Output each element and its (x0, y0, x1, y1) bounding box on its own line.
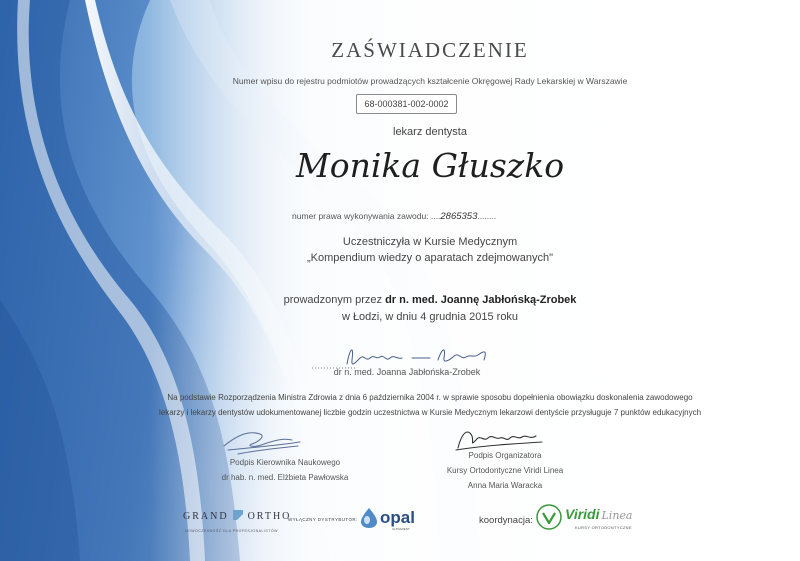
license-line (292, 211, 496, 222)
participation-line: Uczestniczyła w Kursie Medycznym (342, 236, 518, 248)
place-date: w Łodzi, w dniu 4 grudnia 2015 roku (341, 311, 519, 323)
scientific-head-label: Podpis Kierownika Naukowego (229, 458, 341, 467)
legal-text-2: lekarzy i lekarzy dentystów udokumentowanej liczbie godzin uczestnictwa w Kursie Medycznym lekarzowi dentyście przysługuje 7 punktów edukacyjnych (158, 408, 702, 417)
course-title: „Kompendium wiedzy o aparatach zdejmowanych" (306, 252, 554, 264)
coordination-label: koordynacja: (479, 515, 533, 526)
grand-ortho-tagline: NOWOCZESNOŚĆ DLA PROFESJONALISTÓW (185, 529, 278, 533)
certificate-title: ZAŚWIADCZENIE (331, 38, 529, 62)
viridi-subtext: KURSY ORTODONTYCZNE (575, 525, 632, 530)
viridi-text: Viridi (565, 506, 600, 522)
legal-text-1: Na podstawie Rozporządzenia Ministra Zdrowia z dnia 6 października 2004 r. w sprawie sposobu dopełnienia obowiązku doskonalenia zawodowego (167, 393, 693, 402)
registry-number-box: 68-000381-002-0002 (356, 94, 457, 114)
grand-ortho-mark-icon (233, 510, 243, 520)
viridi-leaf-icon (536, 504, 562, 530)
scientific-head-name: dr hab. n. med. Elżbieta Pawłowska (221, 473, 349, 482)
viridi-logo (565, 506, 633, 530)
led-by-line (150, 294, 710, 306)
led-by-prefix: prowadzonym przez (283, 294, 383, 306)
grand-ortho-logo (183, 510, 291, 533)
lecturer-signature-caption: dr n. med. Joanna Jabłońska-Zrobek (333, 367, 481, 377)
license-label: numer prawa wykonywania zawodu: (292, 211, 429, 221)
organizer-name: Anna Maria Waracka (467, 481, 543, 490)
opal-subtext: ULTRADENT (392, 527, 410, 531)
grand-ortho-left: GRAND (183, 511, 229, 522)
recipient-name: Monika Głuszko (295, 146, 565, 185)
registry-line: Numer wpisu do rejestru podmiotów prowadzących kształcenie Okręgowej Rady Lekarskiej w Warszawie (232, 76, 628, 86)
license-dots-after: ........ (477, 211, 497, 221)
grand-ortho-right: ORTHO (247, 511, 292, 522)
distributor-label: WYŁĄCZNY DYSTRYBUTOR: (288, 517, 358, 522)
opal-text: opal (380, 508, 415, 527)
viridi-linea-text: Linea (601, 509, 633, 522)
license-number: 2865353 (440, 211, 478, 222)
profession: lekarz dentysta (393, 126, 467, 138)
led-by-name: dr n. med. Joannę Jabłońską-Zrobek (385, 294, 577, 306)
opal-drop-icon (360, 507, 378, 529)
opal-logo (380, 508, 415, 531)
scientific-head-signature (218, 424, 308, 460)
license-dots-before: .... (430, 211, 441, 221)
organizer-company: Kursy Ortodontyczne Viridi Linea (446, 466, 564, 475)
organizer-label: Podpis Organizatora (468, 451, 542, 460)
organizer-signature (450, 424, 550, 454)
